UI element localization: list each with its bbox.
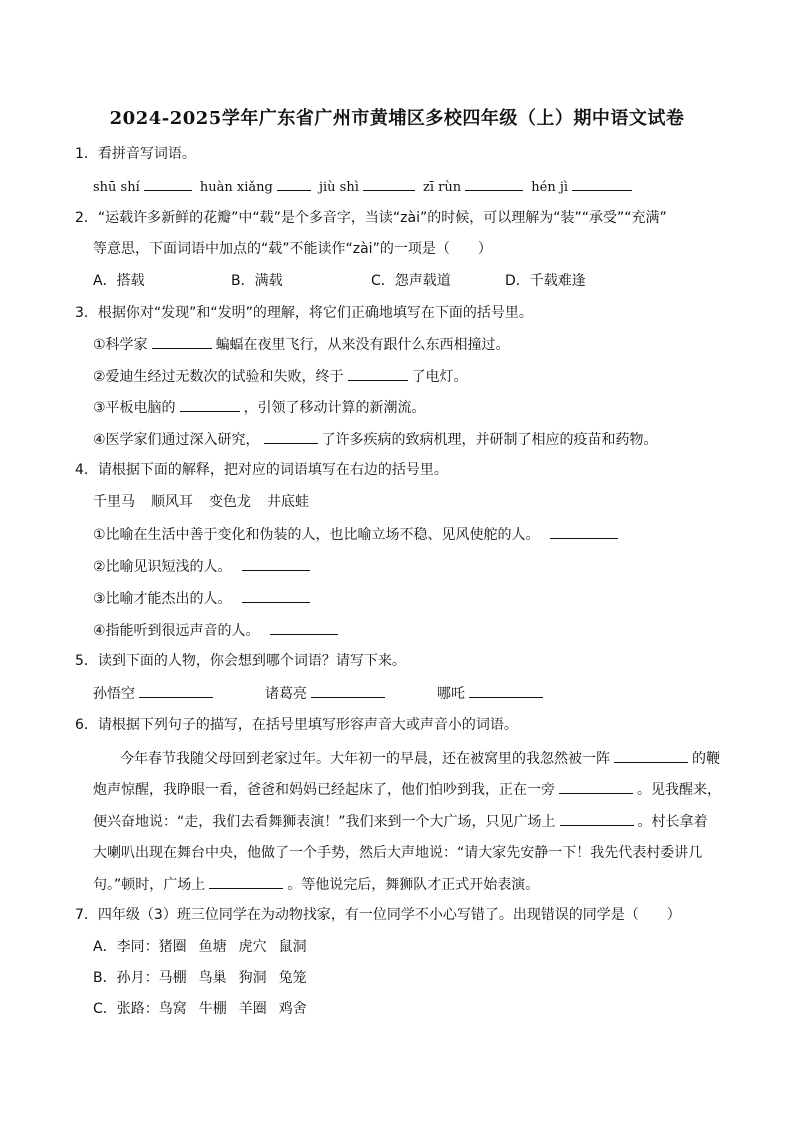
option-word: 牛棚 (198, 1001, 227, 1017)
option-word: 鸟窝 (158, 1001, 187, 1017)
question-4-item-4 (93, 620, 342, 641)
item-text: ②爱迪生经过无数次的试验和失败，终于 (93, 369, 344, 385)
passage-text: 今年春节我随父母回到老家过年。大年初一的早晨，还在被窝里的我忽然被一阵 (120, 751, 610, 767)
page-title: 2024-2025学年广东省广州市黄埔区多校四年级（上）期中语文试卷 (109, 108, 685, 129)
answer-blank[interactable] (144, 176, 192, 191)
item-text: 蝙蝠在夜里飞行，从来没有跟什么东西相撞过。 (215, 337, 510, 353)
question-3-item-4 (93, 429, 658, 450)
pinyin-2: huàn xiǎng (199, 180, 273, 195)
option-word: 鸟巢 (198, 970, 227, 986)
answer-blank[interactable] (152, 334, 212, 349)
question-5-stem: 5．读到下面的人物，你会想到哪个词语？请写下来。 (75, 653, 406, 669)
passage-text: 便兴奋地说：“走，我们去看舞狮表演！”我们来到一个大广场，只见广场上 (93, 814, 556, 830)
option-c[interactable]: C．怨声载道 (371, 273, 451, 289)
answer-blank[interactable] (242, 556, 310, 571)
answer-blank[interactable] (465, 176, 523, 191)
answer-blank[interactable] (560, 811, 634, 826)
option-word: 马棚 (158, 970, 187, 986)
question-6-stem: 6．请根据下列句子的描写，在括号里填写形容声音大或声音小的词语。 (75, 717, 518, 733)
answer-blank[interactable] (264, 429, 318, 444)
person-2: 诸葛亮 (265, 686, 307, 702)
item-text: ①比喻在生活中善于变化和伪装的人，也比喻立场不稳、见风使舵的人。 (93, 527, 540, 543)
answer-blank[interactable] (139, 683, 213, 698)
answer-blank[interactable] (550, 524, 618, 539)
question-2-options (93, 271, 586, 291)
item-text: ，引领了移动计算的新潮流。 (243, 400, 426, 416)
question-4-item-1 (93, 524, 622, 545)
question-2-stem-line-1: 2．“运载许多新鲜的花瓣”中“载”是个多音字，当读“zài”的时候，可以理解为“装”“承受”“充满” (75, 210, 667, 226)
question-1-stem: 1．看拼音写词语。 (75, 146, 196, 162)
question-5-people (93, 683, 547, 704)
question-3-stem: 3．根据你对“发现”和“发明”的理解，将它们正确地填写在下面的括号里。 (75, 305, 533, 321)
pinyin-5: hén jì (531, 180, 569, 195)
item-text: 了许多疾病的致病机理，并研制了相应的疫苗和药物。 (321, 432, 658, 448)
option-word: 兔笼 (278, 970, 307, 986)
option-c[interactable] (93, 999, 307, 1019)
question-4-word-bank (93, 492, 309, 512)
option-d[interactable]: D．千载难逢 (505, 273, 586, 289)
question-6-line-5 (93, 874, 539, 895)
answer-blank[interactable] (209, 874, 283, 889)
word-bank-item: 顺风耳 (151, 494, 193, 510)
option-word: 鱼塘 (198, 939, 227, 955)
option-label: A．李同： (93, 939, 159, 955)
question-6-line-4: 大喇叭出现在舞台中央，他做了一个手势，然后大声地说：“请大家先安静一下！我先代表村委讲几 (93, 845, 703, 861)
question-4-item-2 (93, 556, 314, 577)
pinyin-1: shū shí (93, 180, 140, 195)
item-text: ②比喻见识短浅的人。 (93, 559, 232, 575)
option-word: 鼠洞 (278, 939, 307, 955)
answer-blank[interactable] (559, 779, 633, 794)
question-3-item-3 (93, 397, 426, 418)
question-3-item-1 (93, 334, 510, 355)
option-word: 虎穴 (238, 939, 267, 955)
item-text: ①科学家 (93, 337, 148, 353)
question-6-line-2 (93, 779, 721, 800)
answer-blank[interactable] (363, 176, 415, 191)
question-1-pinyin-row (93, 176, 636, 198)
item-text: 了电灯。 (411, 369, 468, 385)
item-text: ③比喻才能杰出的人。 (93, 591, 232, 607)
option-label: B．孙月： (93, 970, 159, 986)
person-3: 哪吒 (437, 686, 465, 702)
passage-text: 句。”顿时，广场上 (93, 877, 206, 893)
answer-blank[interactable] (572, 176, 632, 191)
option-a[interactable]: A．搭载 (93, 273, 145, 289)
passage-text: 炮声惊醒，我睁眼一看，爸爸和妈妈已经起床了，他们怕吵到我，正在一旁 (93, 782, 555, 798)
option-word: 猪圈 (158, 939, 187, 955)
pinyin-3: jiù shì (318, 180, 359, 195)
question-4-stem: 4．请根据下面的解释，把对应的词语填写在右边的括号里。 (75, 462, 448, 478)
answer-blank[interactable] (311, 683, 385, 698)
option-b[interactable]: B．满载 (231, 273, 283, 289)
option-label: C．张路： (93, 1001, 159, 1017)
question-6-line-1 (120, 748, 720, 769)
word-bank-item: 千里马 (93, 494, 135, 510)
person-1: 孙悟空 (93, 686, 135, 702)
passage-text: 。见我醒来， (637, 782, 721, 798)
pinyin-4: zī rùn (423, 180, 462, 195)
question-6-line-3 (93, 811, 708, 832)
answer-blank[interactable] (242, 588, 310, 603)
passage-text: 。村长拿着 (637, 814, 708, 830)
question-7-stem: 7．四年级（3）班三位同学在为动物找家，有一位同学不小心写错了。出现错误的同学是（ ） (75, 907, 681, 923)
question-4-item-3 (93, 588, 314, 609)
answer-blank[interactable] (614, 748, 688, 763)
answer-blank[interactable] (270, 620, 338, 635)
option-word: 羊圈 (238, 1001, 267, 1017)
question-3-item-2 (93, 366, 468, 387)
item-text: ④指能听到很远声音的人。 (93, 623, 260, 639)
answer-blank[interactable] (469, 683, 543, 698)
option-word: 狗洞 (238, 970, 267, 986)
question-2-stem-line-2: 等意思，下面词语中加点的“载”不能读作“zài”的一项是（ ） (93, 241, 492, 257)
passage-text: 。等他说完后，舞狮队才正式开始表演。 (287, 877, 540, 893)
word-bank-item: 井底蛙 (267, 494, 309, 510)
option-a[interactable] (93, 937, 307, 957)
passage-text: 的鞭 (692, 751, 720, 767)
item-text: ③平板电脑的 (93, 400, 176, 416)
option-word: 鸡舍 (278, 1001, 307, 1017)
option-b[interactable] (93, 968, 307, 988)
item-text: ④医学家们通过深入研究， (93, 432, 260, 448)
answer-blank[interactable] (277, 176, 311, 191)
answer-blank[interactable] (180, 397, 240, 412)
word-bank-item: 变色龙 (209, 494, 251, 510)
answer-blank[interactable] (348, 366, 408, 381)
